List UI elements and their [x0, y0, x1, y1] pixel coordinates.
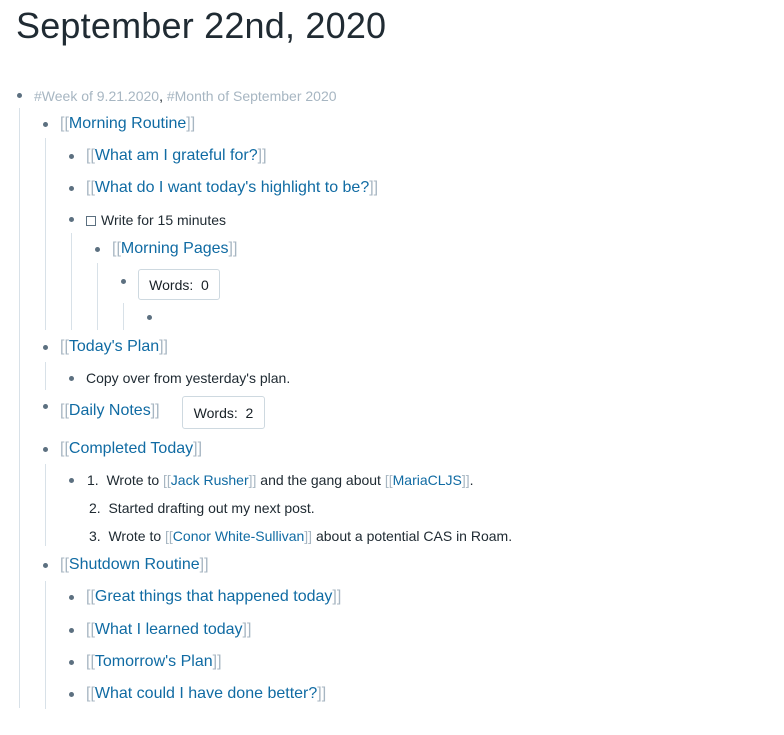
item-number: 3. — [89, 528, 101, 544]
bracket-close: ]] — [228, 240, 238, 257]
item-number: 2. — [89, 500, 101, 516]
page-link-morning-routine[interactable] — [60, 113, 195, 135]
bracket-close: ]] — [248, 472, 257, 488]
page-link-better[interactable] — [86, 683, 326, 705]
page-title[interactable]: September 22nd, 2020 — [16, 5, 387, 46]
bracket-open: [[ — [60, 440, 69, 457]
bullet-empty[interactable] — [147, 315, 152, 320]
item-number: 1. — [87, 472, 99, 488]
page-link-highlight[interactable] — [86, 177, 378, 199]
bracket-close: ]] — [150, 402, 160, 419]
bracket-close: ]] — [199, 556, 209, 573]
bracket-open: [[ — [60, 115, 69, 132]
link-text[interactable]: Morning Routine — [68, 115, 187, 132]
block-text[interactable]: Copy over from yesterday's plan. — [86, 370, 291, 386]
bracket-open: [[ — [165, 528, 173, 544]
link-text[interactable]: Today's Plan — [68, 338, 160, 355]
tag-week[interactable]: #Week of 9.21.2020 — [34, 88, 160, 104]
link-mariacljs[interactable]: MariaCLJS — [392, 472, 462, 488]
bullet[interactable] — [69, 376, 74, 381]
bracket-close: ]] — [317, 685, 327, 702]
page-link-shutdown-routine[interactable] — [60, 554, 209, 576]
bullet[interactable] — [17, 93, 22, 98]
bullet[interactable] — [69, 217, 74, 222]
numbered-item[interactable] — [87, 470, 474, 490]
item-text: about a potential CAS in Roam. — [312, 528, 513, 544]
bullet[interactable] — [69, 692, 74, 697]
todo-item — [86, 210, 226, 230]
bracket-close: ]] — [159, 338, 168, 355]
page-link-great-things[interactable] — [86, 586, 341, 608]
indent-guide — [123, 303, 124, 330]
tag-month[interactable]: #Month of September 2020 — [166, 88, 337, 104]
bracket-open: [[ — [86, 653, 95, 670]
bullet[interactable] — [43, 563, 48, 568]
item-text: Started drafting out my next post. — [108, 500, 315, 516]
bracket-open: [[ — [384, 472, 393, 488]
bracket-open: [[ — [86, 179, 95, 196]
bullet[interactable] — [69, 154, 74, 159]
bracket-close: ]] — [257, 147, 267, 164]
item-text: Wrote to — [108, 528, 166, 544]
page-link-morning-pages[interactable] — [112, 238, 237, 260]
link-text[interactable]: What am I grateful for? — [94, 147, 258, 164]
bullet[interactable] — [43, 447, 48, 452]
bracket-close: ]] — [332, 588, 342, 605]
bracket-close: ]] — [461, 472, 470, 488]
bullet[interactable] — [69, 595, 74, 600]
link-text[interactable]: Daily Notes — [68, 402, 151, 419]
bracket-open: [[ — [86, 685, 95, 702]
word-count-label: Words: 0 — [149, 276, 209, 293]
page-link-todays-plan[interactable] — [60, 336, 168, 358]
link-text[interactable]: Great things that happened today — [94, 588, 333, 605]
word-count-label: Words: 2 — [193, 404, 254, 421]
bullet[interactable] — [121, 279, 126, 284]
indent-guide — [71, 233, 72, 330]
numbered-item[interactable] — [89, 526, 512, 546]
bracket-close: ]] — [186, 115, 196, 132]
link-text[interactable]: What could I have done better? — [94, 685, 318, 702]
bracket-close: ]] — [212, 653, 222, 670]
item-text: . — [469, 472, 474, 488]
link-text[interactable]: What do I want today's highlight to be? — [94, 179, 370, 196]
bullet[interactable] — [69, 478, 74, 483]
indent-guide — [19, 108, 20, 708]
link-conor-white-sullivan[interactable]: Conor White-Sullivan — [172, 528, 305, 544]
bracket-close: ]] — [304, 528, 313, 544]
link-text[interactable]: Completed Today — [68, 440, 194, 457]
item-text: Wrote to — [106, 472, 164, 488]
indent-guide — [45, 464, 46, 546]
bullet[interactable] — [43, 404, 48, 409]
bullet[interactable] — [69, 660, 74, 665]
tag-separator: , — [159, 88, 163, 104]
bullet[interactable] — [69, 628, 74, 633]
link-text[interactable]: Morning Pages — [120, 240, 229, 257]
link-text[interactable]: Shutdown Routine — [68, 556, 200, 573]
item-text: and the gang about — [256, 472, 385, 488]
indent-guide — [45, 362, 46, 390]
bullet[interactable] — [69, 186, 74, 191]
word-count-widget[interactable] — [182, 396, 265, 429]
page-link-tomorrow[interactable] — [86, 651, 222, 673]
bracket-close: ]] — [193, 440, 203, 457]
indent-guide — [45, 138, 46, 330]
bracket-open: [[ — [112, 240, 121, 257]
bracket-open: [[ — [60, 338, 69, 355]
todo-checkbox[interactable] — [86, 216, 96, 226]
link-text[interactable]: Tomorrow's Plan — [94, 653, 213, 670]
todo-text[interactable]: Write for 15 minutes — [101, 212, 227, 228]
link-jack-rusher[interactable]: Jack Rusher — [170, 472, 249, 488]
indent-guide — [97, 263, 98, 330]
bracket-close: ]] — [242, 621, 252, 638]
page-link-daily-notes[interactable] — [60, 400, 160, 422]
bracket-open: [[ — [86, 588, 95, 605]
bracket-close: ]] — [369, 179, 379, 196]
bullet[interactable] — [43, 345, 48, 350]
page-link-learned[interactable] — [86, 619, 251, 641]
word-count-widget[interactable] — [138, 269, 220, 300]
bracket-open: [[ — [60, 556, 69, 573]
page-link-completed-today[interactable] — [60, 438, 202, 460]
indent-guide — [45, 581, 46, 709]
bracket-open: [[ — [60, 402, 69, 419]
bracket-open: [[ — [86, 147, 95, 164]
bracket-open: [[ — [86, 621, 95, 638]
bullet[interactable] — [43, 122, 48, 127]
link-text[interactable]: What I learned today — [94, 621, 243, 638]
tags-line — [34, 86, 337, 106]
page-link-grateful[interactable] — [86, 145, 267, 167]
bullet[interactable] — [95, 247, 100, 252]
bracket-open: [[ — [163, 472, 171, 488]
numbered-item[interactable] — [89, 498, 315, 518]
